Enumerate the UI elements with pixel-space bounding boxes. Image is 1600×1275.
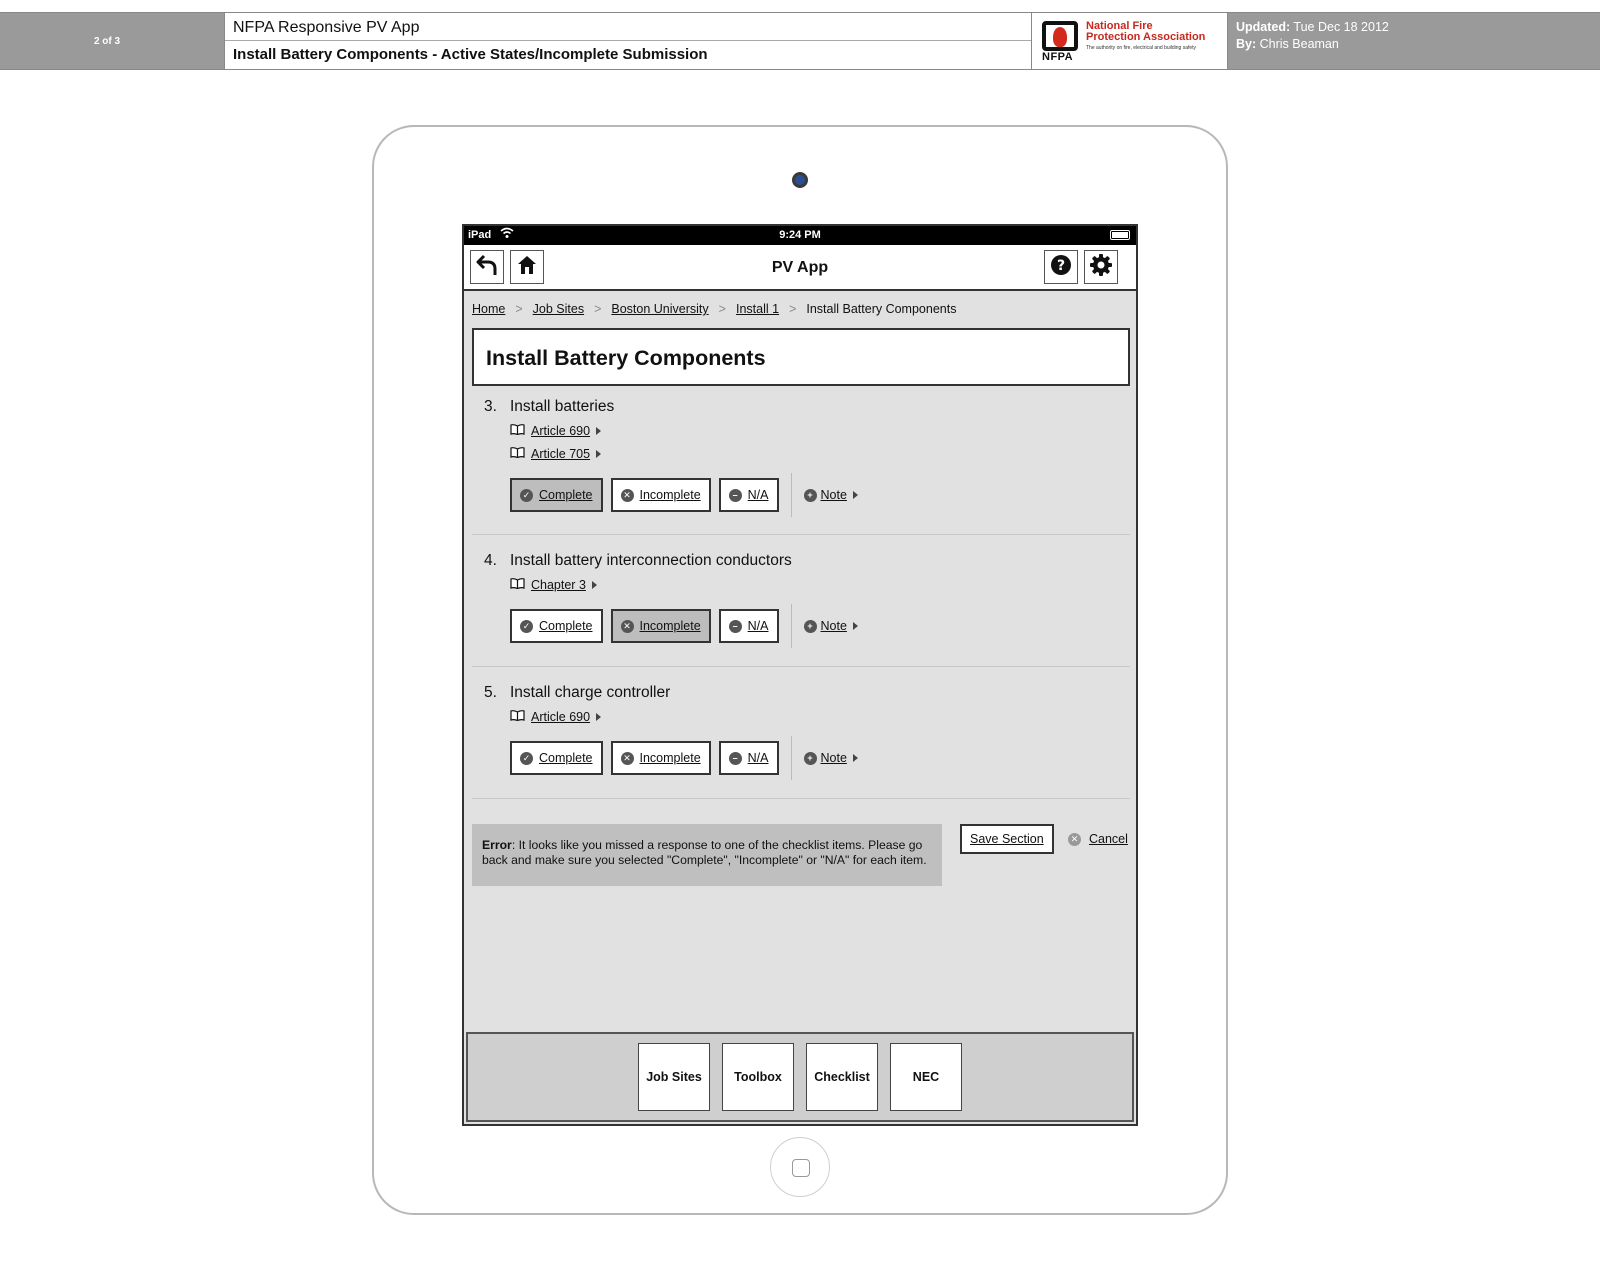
book-icon	[510, 447, 525, 461]
battery-icon	[1110, 230, 1130, 240]
item-number: 5.	[484, 684, 497, 701]
minus-circle-icon: –	[729, 620, 742, 633]
check-circle-icon: ✓	[520, 752, 533, 765]
item-divider	[472, 666, 1130, 667]
response-options	[510, 478, 858, 512]
tab-job-sites[interactable]: Job Sites	[638, 1043, 710, 1111]
na-button[interactable]: – N/A	[719, 478, 779, 512]
breadcrumb-home[interactable]: Home	[472, 302, 506, 316]
divider	[791, 736, 792, 780]
item-number: 4.	[484, 552, 497, 569]
breadcrumb-install-1[interactable]: Install 1	[735, 302, 780, 316]
cancel-button[interactable]: ✕ Cancel	[1068, 832, 1128, 846]
breadcrumb-boston-university[interactable]: Boston University	[611, 302, 709, 316]
item-title: Install batteries	[510, 398, 615, 415]
chevron-right-icon	[596, 713, 601, 721]
chevron-right-icon	[853, 491, 858, 499]
divider	[791, 604, 792, 648]
save-section-button[interactable]: Save Section	[960, 824, 1054, 854]
camera-icon	[792, 172, 808, 188]
x-circle-icon: ✕	[621, 620, 634, 633]
app-nav-title: PV App	[771, 259, 829, 276]
author: Chris Beaman	[1259, 37, 1339, 51]
home-hardware-button[interactable]	[770, 1137, 830, 1197]
add-note-button[interactable]: + Note	[804, 488, 858, 502]
incomplete-button[interactable]: ✕ Incomplete	[611, 478, 711, 512]
breadcrumb-job-sites[interactable]: Job Sites	[532, 302, 585, 316]
reference-link[interactable]: Article 705	[510, 447, 601, 461]
error-label: Error	[482, 838, 512, 852]
check-circle-icon: ✓	[520, 620, 533, 633]
breadcrumb: Home > Job Sites > Boston University > Install 1 > Install Battery Components	[472, 302, 957, 316]
status-bar	[464, 226, 1136, 245]
complete-button[interactable]: ✓ Complete	[510, 478, 603, 512]
x-circle-icon: ✕	[621, 752, 634, 765]
error-message	[472, 824, 942, 886]
response-options	[510, 741, 858, 775]
nfpa-logo-icon: NFPA	[1040, 19, 1082, 63]
book-icon	[510, 578, 525, 592]
logo-name-line2: Protection Association	[1086, 31, 1206, 43]
screen-title: Install Battery Components - Active States/Incomplete Submission	[233, 46, 708, 63]
help-icon	[1050, 254, 1072, 281]
response-options	[510, 609, 858, 643]
x-circle-icon: ✕	[1068, 833, 1081, 846]
updated-date: Tue Dec 18 2012	[1293, 20, 1389, 34]
spec-header	[0, 12, 1600, 70]
tab-checklist[interactable]: Checklist	[806, 1043, 878, 1111]
carrier-label: iPad	[468, 229, 492, 241]
gear-icon	[1089, 253, 1113, 282]
incomplete-button[interactable]: ✕ Incomplete	[611, 609, 711, 643]
chevron-right-icon	[853, 622, 858, 630]
add-note-button[interactable]: + Note	[804, 619, 858, 633]
complete-button[interactable]: ✓ Complete	[510, 609, 603, 643]
item-divider	[472, 534, 1130, 535]
book-icon	[510, 710, 525, 724]
minus-circle-icon: –	[729, 489, 742, 502]
x-circle-icon: ✕	[621, 489, 634, 502]
app-title: NFPA Responsive PV App	[225, 13, 1031, 41]
reference-link[interactable]: Chapter 3	[510, 578, 597, 592]
spec-meta: Updated: Tue Dec 18 2012 By: Chris Beaman	[1236, 20, 1389, 51]
chevron-right-icon	[596, 427, 601, 435]
breadcrumb-current: Install Battery Components	[806, 302, 957, 316]
tab-toolbox[interactable]: Toolbox	[722, 1043, 794, 1111]
na-button[interactable]: – N/A	[719, 741, 779, 775]
add-note-button[interactable]: + Note	[804, 751, 858, 765]
page-title: Install Battery Components	[472, 328, 1130, 386]
item-title: Install battery interconnection conductors	[510, 552, 792, 569]
chevron-right-icon	[596, 450, 601, 458]
error-text: : It looks like you missed a response to one of the checklist items. Please go back and make sure you selected "Complete", "Incomplete" or "N/A" for each item.	[482, 838, 927, 867]
item-divider	[472, 798, 1130, 799]
reference-link[interactable]: Article 690	[510, 710, 601, 724]
clock: 9:24 PM	[779, 229, 821, 241]
divider	[791, 473, 792, 517]
minus-circle-icon: –	[729, 752, 742, 765]
chevron-right-icon	[853, 754, 858, 762]
help-button[interactable]	[1044, 250, 1078, 284]
tab-bar	[466, 1032, 1134, 1122]
complete-button[interactable]: ✓ Complete	[510, 741, 603, 775]
plus-circle-icon: +	[804, 752, 817, 765]
reference-link[interactable]: Article 690	[510, 424, 601, 438]
nfpa-logo	[1032, 13, 1228, 69]
plus-circle-icon: +	[804, 489, 817, 502]
na-button[interactable]: – N/A	[719, 609, 779, 643]
item-title: Install charge controller	[510, 684, 671, 701]
svg-text:?: ?	[1056, 257, 1066, 274]
spec-titles	[224, 13, 1032, 69]
tab-nec[interactable]: NEC	[890, 1043, 962, 1111]
item-number: 3.	[484, 398, 497, 415]
settings-button[interactable]	[1084, 250, 1118, 284]
incomplete-button[interactable]: ✕ Incomplete	[611, 741, 711, 775]
app-screen	[462, 224, 1138, 1126]
logo-tagline: The authority on fire, electrical and building safety	[1086, 45, 1197, 51]
book-icon	[510, 424, 525, 438]
plus-circle-icon: +	[804, 620, 817, 633]
nav-bar	[464, 245, 1136, 291]
page-indicator: 2 of 3	[93, 35, 121, 47]
chevron-right-icon	[592, 581, 597, 589]
check-circle-icon: ✓	[520, 489, 533, 502]
logo-name-line1: National Fire	[1086, 20, 1153, 32]
